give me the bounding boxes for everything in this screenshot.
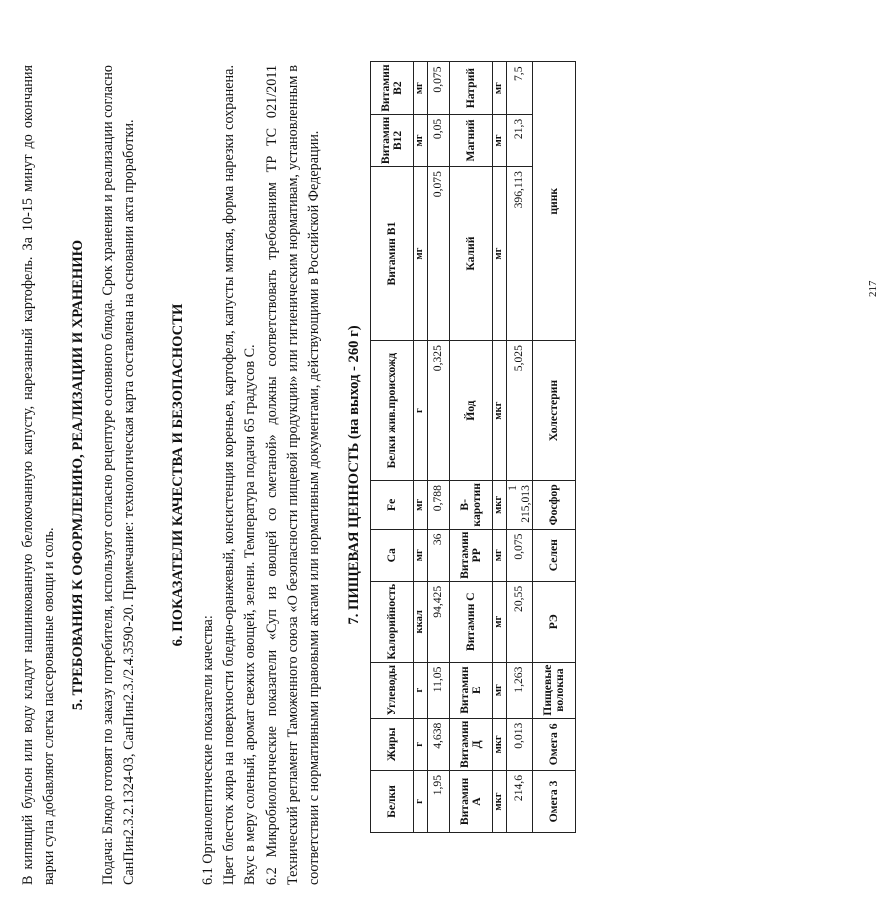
- table-header-cell: B-каротин: [450, 481, 493, 529]
- table-row-headers-3: [533, 62, 576, 833]
- table-row-units-2: [493, 62, 507, 833]
- table-header-cell: Витамин Е: [450, 662, 493, 718]
- table-value-cell: 0,075: [507, 529, 533, 581]
- table-header-cell: Омега 6: [533, 718, 576, 770]
- table-unit-cell: мг: [493, 62, 507, 114]
- table-value-cell: 1 215,013: [507, 481, 533, 529]
- section6-1-text: Цвет блесток жира на поверхности бледно-оранжевый, консистенция кореньев, картофеля, капусты мягкая, форма нарезки сохранена. Вкус в меру соленый, аромат свежих овощей, зелени. Температура подачи 65 градусов С.: [221, 65, 258, 885]
- table-header-cell: Фосфор: [533, 481, 576, 529]
- table-header-cell: цинк: [533, 62, 576, 341]
- table-header-cell: Белки жив.происхожд: [371, 341, 414, 481]
- table-value-cell: 1,263: [507, 662, 533, 718]
- table-header-cell: Калий: [450, 167, 493, 341]
- section6-2-text: 6.2 Микробиологические показатели «Суп из овощей со сметаной» должны соответствовать требованиям ТР ТС 021/2011 Технический регламент Таможенного союза «О безопасности пищевой продукции» или гигиеническим нормативам, установленным в соответствии с нормативными правовыми актами или нормативным документами, действующими в Российской Федерации.: [264, 65, 322, 885]
- table-header-cell: Витамин С: [450, 581, 493, 662]
- table-row-units-1: [414, 62, 428, 833]
- table-header-cell: Витамин B2: [371, 62, 414, 114]
- table-header-cell: Жиры: [371, 718, 414, 770]
- table-unit-cell: мг: [414, 167, 428, 341]
- table-header-cell: Калорийность: [371, 581, 414, 662]
- table-value-cell: 4,638: [428, 718, 450, 770]
- table-value-cell: 0,325: [428, 341, 450, 481]
- table-value-cell: 36: [428, 529, 450, 581]
- section7-heading: 7. ПИЩЕВАЯ ЦЕННОСТЬ (на выход - 260 г): [346, 325, 362, 625]
- table-unit-cell: ккал: [414, 581, 428, 662]
- table-unit-cell: мг: [493, 581, 507, 662]
- section5-text: Подача: Блюдо готовят по заказу потребителя, используют согласно рецептуре основного блюда. Срок хранения и реализации согласно СанПин2.3.2.1324-03, СанПин2.3./2.4.3590-20. Примечание: технологическая карта составлена на основании акта проработки.: [100, 65, 137, 885]
- table-header-cell: Белки: [371, 771, 414, 833]
- table-value-cell: 7,5: [507, 62, 533, 114]
- table-unit-cell: мкг: [493, 718, 507, 770]
- table-unit-cell: мг: [493, 662, 507, 718]
- table-row-headers-2: [450, 62, 493, 833]
- section6-1-title: 6.1 Органолептические показатели качества:: [200, 615, 216, 885]
- table-value-cell: 0,05: [428, 114, 450, 166]
- nutrition-table: [370, 61, 576, 833]
- table-unit-cell: г: [414, 662, 428, 718]
- table-header-cell: Витамин Д: [450, 718, 493, 770]
- table-header-cell: Fe: [371, 481, 414, 529]
- table-unit-cell: мг: [493, 529, 507, 581]
- table-header-cell: Витамин А: [450, 771, 493, 833]
- table-unit-cell: мг: [414, 529, 428, 581]
- table-unit-cell: г: [414, 341, 428, 481]
- table-unit-cell: мг: [493, 167, 507, 341]
- table-value-cell: 0,013: [507, 718, 533, 770]
- table-unit-cell: г: [414, 718, 428, 770]
- table-row-values-2: [507, 62, 533, 833]
- table-header-cell: Магний: [450, 114, 493, 166]
- table-unit-cell: мкг: [493, 341, 507, 481]
- rotated-page: [18, 35, 879, 885]
- section5-heading: 5. ТРЕБОВАНИЯ К ОФОРМЛЕНИЮ, РЕАЛИЗАЦИИ И ХРАНЕНИЮ: [70, 239, 86, 711]
- table-header-cell: Ca: [371, 529, 414, 581]
- table-value-cell: 0,075: [428, 167, 450, 341]
- table-header-cell: Натрий: [450, 62, 493, 114]
- table-unit-cell: мг: [414, 481, 428, 529]
- table-unit-cell: мг: [493, 114, 507, 166]
- table-row-values-1: [428, 62, 450, 833]
- table-unit-cell: г: [414, 771, 428, 833]
- table-unit-cell: мкг: [493, 481, 507, 529]
- table-header-cell: Селен: [533, 529, 576, 581]
- page-number: 217: [867, 280, 879, 297]
- table-value-cell: 20,55: [507, 581, 533, 662]
- table-value-cell: 0,075: [428, 62, 450, 114]
- table-header-cell: Холестерин: [533, 341, 576, 481]
- table-value-cell: 1,95: [428, 771, 450, 833]
- table-value-cell: 94,425: [428, 581, 450, 662]
- table-unit-cell: мг: [414, 62, 428, 114]
- table-value-cell: 0,788: [428, 481, 450, 529]
- table-value-cell: 214,6: [507, 771, 533, 833]
- table-value-cell: 11,05: [428, 662, 450, 718]
- table-value-cell: 21,3: [507, 114, 533, 166]
- table-header-cell: Йод: [450, 341, 493, 481]
- table-row-headers-1: [371, 62, 414, 833]
- table-unit-cell: мг: [414, 114, 428, 166]
- table-unit-cell: мкг: [493, 771, 507, 833]
- section6-heading: 6. ПОКАЗАТЕЛИ КАЧЕСТВА И БЕЗОПАСНОСТИ: [170, 303, 186, 647]
- table-value-cell: 5,025: [507, 341, 533, 481]
- table-value-cell: 396,113: [507, 167, 533, 341]
- table-header-cell: Углеводы: [371, 662, 414, 718]
- table-header-cell: Витамин B1: [371, 167, 414, 341]
- table-header-cell: Витамин PP: [450, 529, 493, 581]
- table-header-cell: Витамин B12: [371, 114, 414, 166]
- table-header-cell: Пищевые волокна: [533, 662, 576, 718]
- intro-paragraph: В кипящий бульон или воду кладут нашинкованную белокочанную капусту, нарезанный картофель. За 10-15 минут до окончания варки супа добавляют слегка пассерованные овощи и соль.: [20, 65, 57, 885]
- table-header-cell: РЭ: [533, 581, 576, 662]
- table-header-cell: Омега 3: [533, 771, 576, 833]
